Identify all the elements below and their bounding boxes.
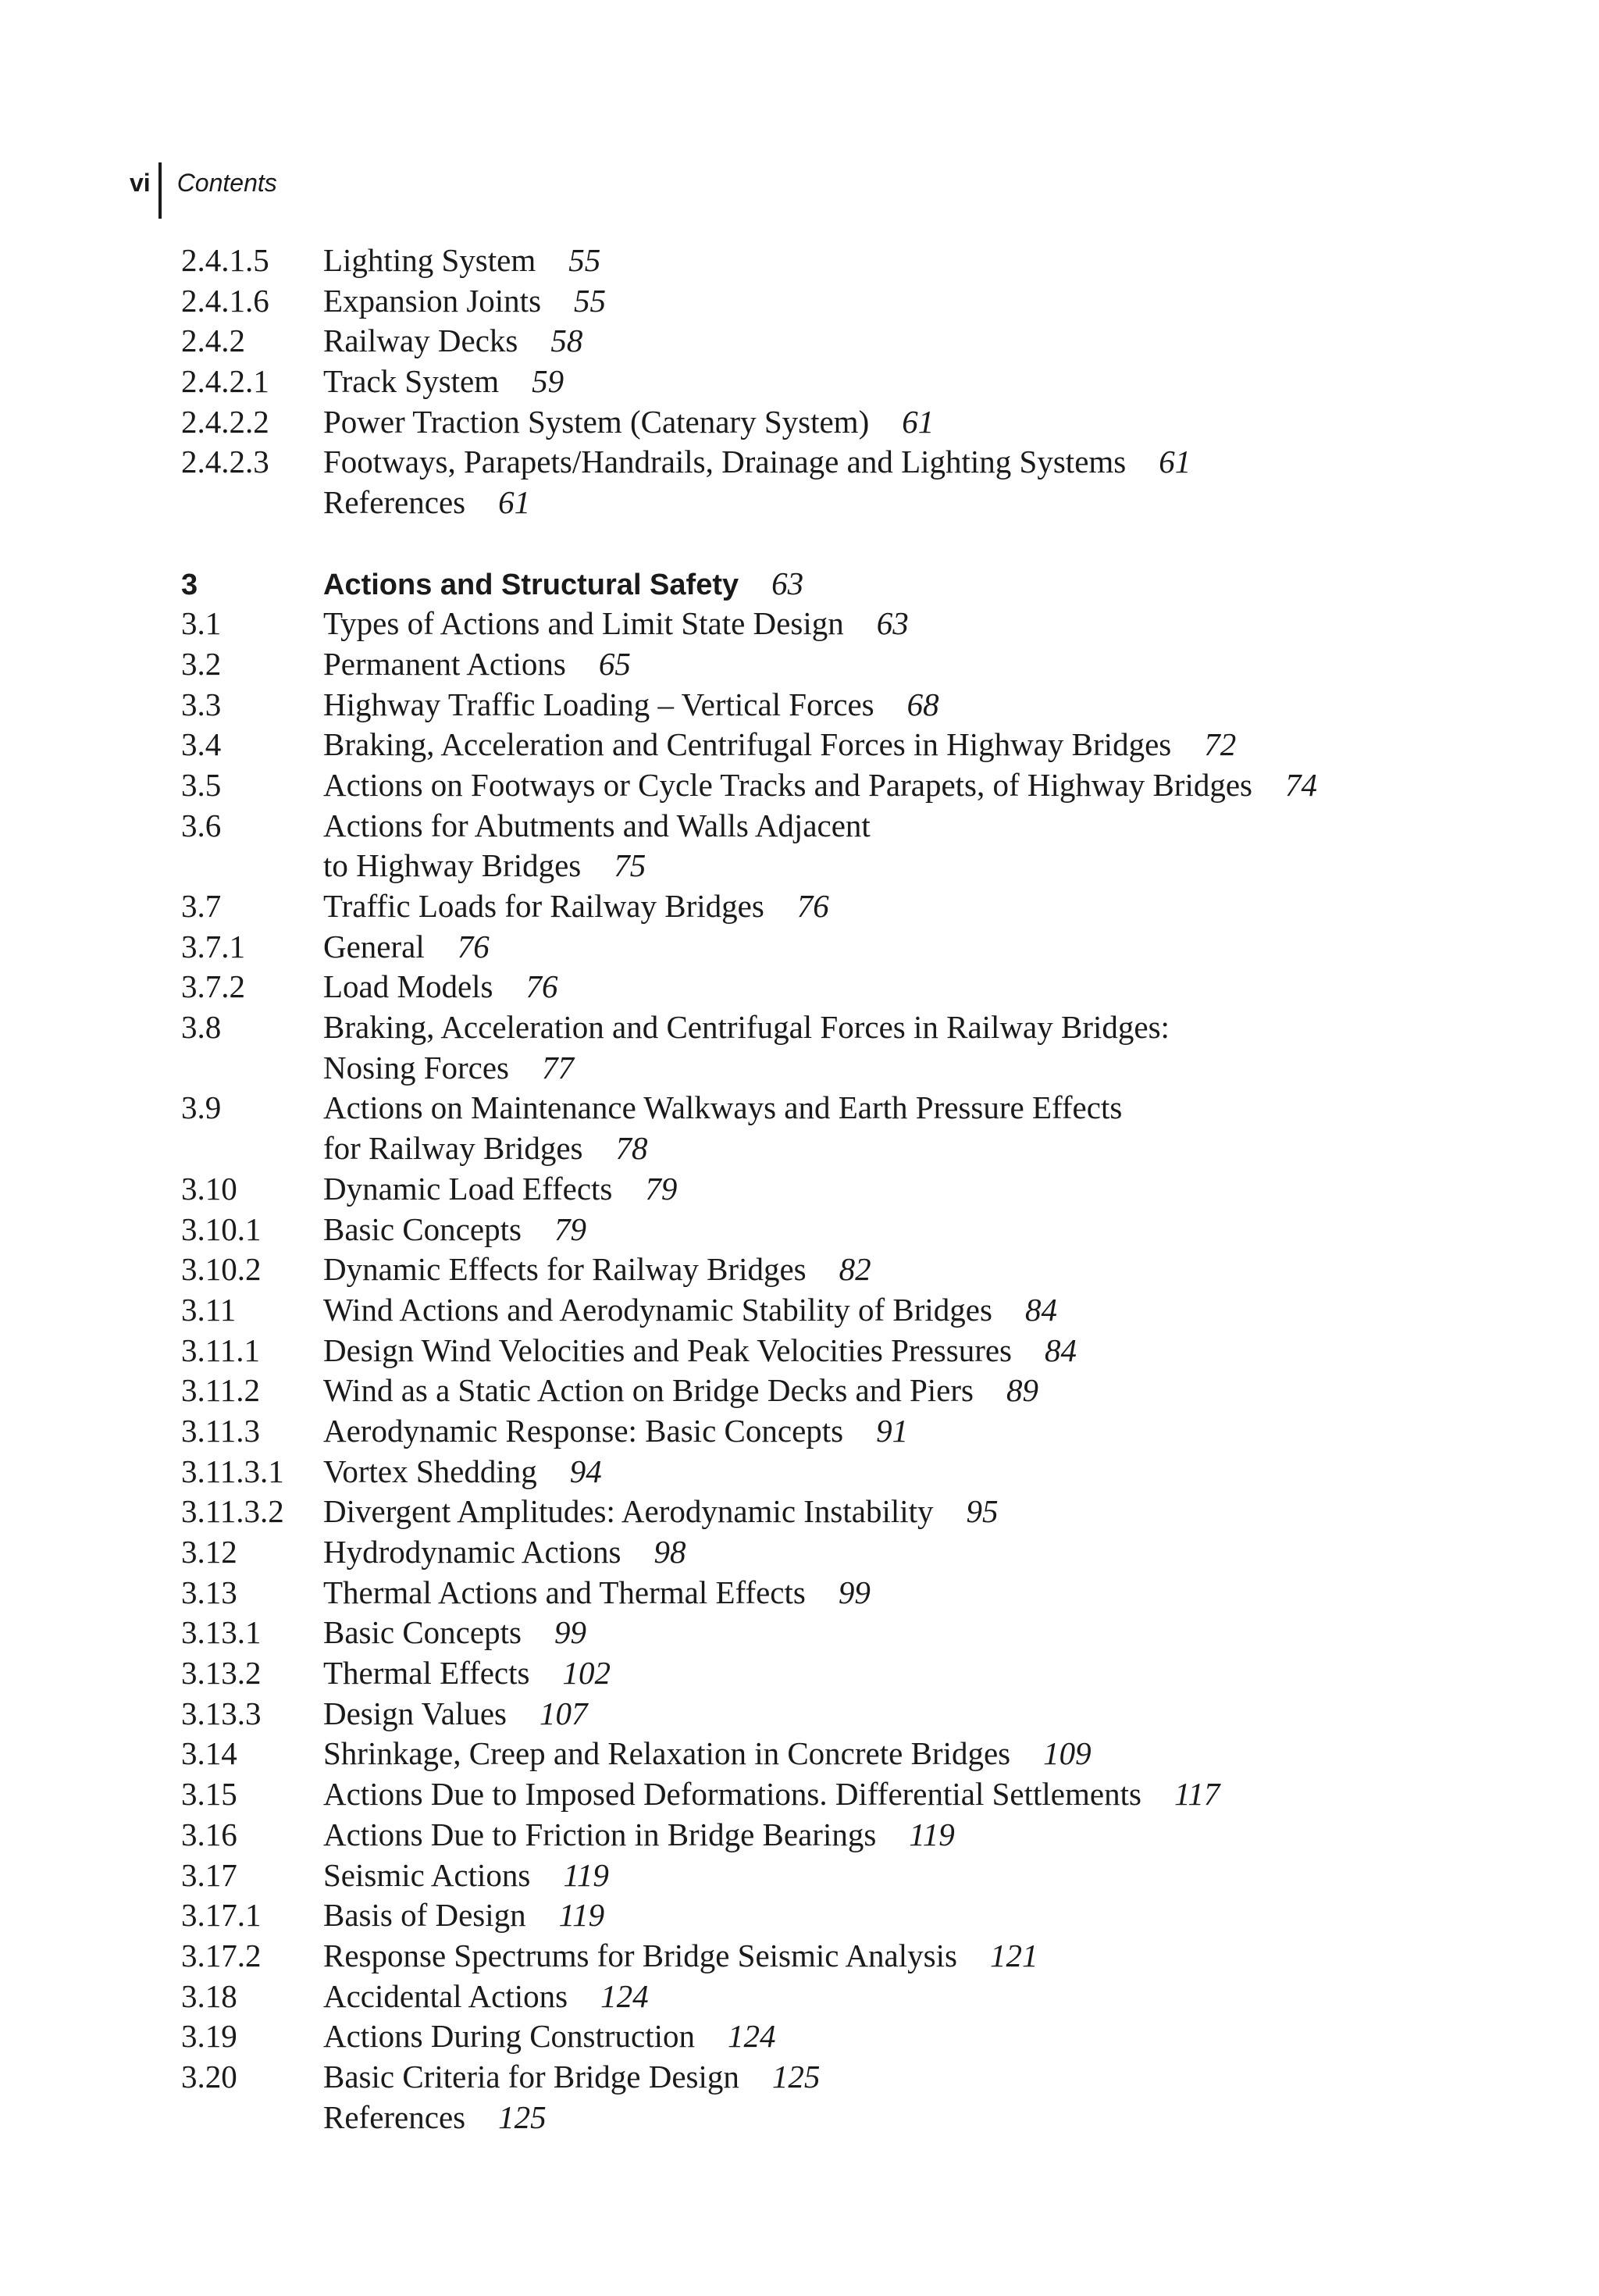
toc-entry-number: 3.7.1 [181, 928, 245, 964]
toc-entry-number: 3.11 [181, 1291, 237, 1328]
toc-entry-page: 61 [902, 403, 935, 440]
toc-entry-number: 3.13.3 [181, 1695, 262, 1731]
toc-chapter-entry[interactable] [181, 564, 1508, 604]
toc-entry-page: 59 [532, 363, 564, 400]
toc-entry[interactable] [181, 1734, 1508, 1774]
toc-entry-title: References [323, 2098, 466, 2135]
toc-entry-title: Actions on Footways or Cycle Tracks and Parapets, of Highway Bridges [323, 766, 1253, 803]
toc-entry[interactable] [181, 1573, 1508, 1613]
toc-entry[interactable] [181, 1532, 1508, 1573]
toc-entry-number: 3.11.3.1 [181, 1453, 284, 1489]
toc-entry-number: 2.4.2.1 [181, 363, 269, 400]
toc-entry-title: Footways, Parapets/Handrails, Drainage and Lighting Systems [323, 444, 1127, 480]
toc-entry-page: 79 [554, 1210, 586, 1247]
toc-entry[interactable] [181, 1128, 1508, 1169]
toc-entry-number: 3.6 [181, 807, 222, 843]
toc-entry-page: 63 [771, 565, 804, 601]
toc-entry-page: 74 [1285, 766, 1318, 803]
toc-entry-page: 76 [796, 888, 829, 924]
toc-entry-number: 3.11.3 [181, 1412, 260, 1449]
toc-entry-title: Actions Due to Friction in Bridge Bearings [323, 1816, 877, 1852]
toc-entry[interactable] [181, 241, 1508, 281]
toc-entry-number: 3.11.3.2 [181, 1493, 284, 1530]
toc-entry-title: Highway Traffic Loading – Vertical Forces [323, 686, 874, 722]
toc-entry-number: 3.1 [181, 605, 222, 642]
toc-entry-number: 3.11.1 [181, 1332, 260, 1368]
toc-entry-page: 72 [1204, 726, 1237, 763]
toc-entry-page: 121 [989, 1937, 1038, 1973]
toc-entry-title: Track System [323, 363, 500, 400]
toc-entry-number: 3.7.2 [181, 968, 245, 1005]
toc-entry[interactable] [181, 1210, 1508, 1250]
toc-entry-title: Seismic Actions [323, 1856, 531, 1893]
section-spacer [181, 523, 1508, 564]
toc-entry-page: 68 [906, 686, 939, 722]
toc-entry-title: Wind as a Static Action on Bridge Decks and Piers [323, 1372, 974, 1409]
toc-entry-title: Expansion Joints [323, 282, 542, 319]
toc-entry[interactable] [181, 2057, 1508, 2098]
toc-entry-number: 3.17.2 [181, 1937, 262, 1973]
running-head [130, 162, 277, 219]
toc-entry-number: 2.4.1.5 [181, 242, 269, 278]
toc-entry-page: 124 [728, 2018, 776, 2055]
toc-entry-title: Hydrodynamic Actions [323, 1534, 621, 1570]
running-head-section: Contents [176, 169, 277, 197]
toc-entry[interactable] [181, 1492, 1508, 1532]
toc-entry-page: 65 [598, 645, 631, 682]
toc-entry-title: General [323, 928, 425, 964]
toc-entry-number: 2.4.2.3 [181, 444, 269, 480]
toc-entry[interactable] [181, 2016, 1508, 2057]
toc-entry-number: 3.10.2 [181, 1251, 262, 1288]
toc-entry[interactable] [181, 886, 1508, 927]
toc-entry-page: 84 [1024, 1291, 1057, 1328]
toc-entry-title: Braking, Acceleration and Centrifugal Forces in Railway Bridges: [323, 1009, 1170, 1046]
toc-entry-number: 3.8 [181, 1009, 222, 1046]
toc-entry-title: Wind Actions and Aerodynamic Stability of Bridges [323, 1291, 992, 1328]
toc-entry-page: 55 [568, 242, 601, 278]
toc-entry-title: Shrinkage, Creep and Relaxation in Concrete Bridges [323, 1735, 1011, 1772]
toc-entry-page: 91 [876, 1412, 909, 1449]
toc-entry-title: Accidental Actions [323, 1977, 568, 2014]
toc-entry[interactable] [181, 442, 1508, 483]
toc-entry-title: Design Values [323, 1695, 507, 1731]
toc-entry-number: 3.12 [181, 1534, 237, 1570]
toc-entry-title: Design Wind Velocities and Peak Velocities Pressures [323, 1332, 1013, 1368]
page-folio: vi [130, 169, 151, 197]
toc-entry-page: 117 [1173, 1776, 1220, 1813]
toc-entry-page: 76 [457, 928, 490, 964]
toc-entry[interactable] [181, 806, 1508, 847]
toc-entry[interactable] [181, 1169, 1508, 1210]
table-of-contents [181, 241, 1508, 2137]
toc-entry[interactable] [181, 1411, 1508, 1452]
toc-entry-title: Basic Concepts [323, 1210, 522, 1247]
toc-entry[interactable] [181, 644, 1508, 685]
toc-entry-title: Dynamic Load Effects [323, 1170, 613, 1207]
toc-entry-number: 3 [181, 568, 198, 601]
toc-entry-page: 63 [876, 605, 909, 642]
toc-entry-title: References [323, 484, 466, 521]
toc-entry-page: 124 [600, 1977, 649, 2014]
toc-entry-title: Actions Due to Imposed Deformations. Differential Settlements [323, 1776, 1141, 1813]
toc-entry-title: to Highway Bridges [323, 847, 582, 884]
toc-entry[interactable] [181, 1895, 1508, 1936]
toc-entry-title: Nosing Forces [323, 1049, 510, 1086]
toc-entry-page: 84 [1045, 1332, 1077, 1368]
toc-entry-title: Basic Criteria for Bridge Design [323, 2058, 739, 2095]
toc-entry-number: 2.4.2.2 [181, 403, 269, 440]
toc-entry-page: 125 [771, 2058, 821, 2095]
toc-entry[interactable] [181, 483, 1508, 523]
toc-entry-page: 107 [539, 1695, 588, 1731]
toc-entry-page: 99 [554, 1614, 586, 1651]
toc-entry-title: Basic Concepts [323, 1614, 522, 1651]
toc-entry-number: 3.3 [181, 686, 222, 722]
toc-entry[interactable] [181, 1653, 1508, 1694]
toc-entry-page: 119 [909, 1816, 955, 1852]
toc-entry-title: Dynamic Effects for Railway Bridges [323, 1251, 807, 1288]
toc-entry-title: Load Models [323, 968, 493, 1005]
toc-entry-page: 61 [1159, 444, 1191, 480]
toc-entry-title: Response Spectrums for Bridge Seismic Analysis [323, 1937, 957, 1973]
toc-entry-number: 3.15 [181, 1776, 237, 1813]
toc-entry-page: 79 [645, 1170, 678, 1207]
toc-entry[interactable] [181, 1774, 1508, 1815]
toc-entry-title: Vortex Shedding [323, 1453, 537, 1489]
toc-entry-title: Railway Decks [323, 323, 518, 359]
toc-entry-page: 94 [569, 1453, 602, 1489]
toc-entry-page: 102 [562, 1655, 611, 1692]
toc-entry-title: Actions on Maintenance Walkways and Earth Pressure Effects [323, 1089, 1123, 1126]
toc-entry-number: 3.14 [181, 1735, 237, 1772]
toc-entry[interactable] [181, 321, 1508, 362]
toc-entry-title: Power Traction System (Catenary System) [323, 403, 870, 440]
toc-entry[interactable] [181, 765, 1508, 806]
toc-entry-page: 98 [653, 1534, 686, 1570]
toc-entry-page: 55 [574, 282, 607, 319]
toc-entry-number: 3.11.2 [181, 1372, 260, 1409]
toc-entry-title: Basis of Design [323, 1897, 526, 1934]
toc-entry-number: 3.9 [181, 1089, 222, 1126]
toc-entry-number: 3.13.1 [181, 1614, 262, 1651]
toc-entry[interactable] [181, 402, 1508, 443]
toc-entry-page: 109 [1043, 1735, 1092, 1772]
toc-entry-number: 2.4.2 [181, 323, 245, 359]
toc-entry-page: 77 [542, 1049, 575, 1086]
toc-entry-page: 82 [839, 1251, 871, 1288]
toc-entry-title: Divergent Amplitudes: Aerodynamic Instability [323, 1493, 934, 1530]
toc-entry-page: 95 [966, 1493, 999, 1530]
toc-entry-title: Thermal Effects [323, 1655, 530, 1692]
toc-entry-number: 2.4.1.6 [181, 282, 269, 319]
toc-entry-page: 58 [550, 323, 583, 359]
toc-entry-page: 99 [838, 1574, 871, 1610]
toc-entry-title: for Railway Bridges [323, 1130, 583, 1167]
toc-entry-number: 3.7 [181, 888, 222, 924]
toc-entry[interactable] [181, 1048, 1508, 1089]
toc-entry-title: Actions During Construction [323, 2018, 696, 2055]
toc-entry-title: Thermal Actions and Thermal Effects [323, 1574, 806, 1610]
toc-entry[interactable] [181, 1331, 1508, 1371]
toc-entry[interactable] [181, 1815, 1508, 1856]
toc-entry-number: 3.13.2 [181, 1655, 262, 1692]
toc-entry[interactable] [181, 1613, 1508, 1653]
toc-entry[interactable] [181, 1250, 1508, 1290]
toc-entry[interactable] [181, 1856, 1508, 1896]
toc-entry-number: 3.4 [181, 726, 222, 763]
toc-entry-number: 3.17 [181, 1856, 237, 1893]
toc-entry-title: Actions for Abutments and Walls Adjacent [323, 807, 871, 843]
toc-entry-page: 61 [498, 484, 531, 521]
toc-entry-title: Lighting System [323, 242, 536, 278]
toc-entry-number: 3.17.1 [181, 1897, 262, 1934]
toc-entry-number: 3.2 [181, 645, 222, 682]
toc-entry-title: Braking, Acceleration and Centrifugal Forces in Highway Bridges [323, 726, 1172, 763]
toc-entry-page: 89 [1006, 1372, 1038, 1409]
toc-entry-page: 78 [615, 1130, 648, 1167]
toc-entry-page: 119 [558, 1897, 605, 1934]
toc-entry-number: 3.18 [181, 1977, 237, 2014]
toc-entry-title: Types of Actions and Limit State Design [323, 605, 844, 642]
toc-entry[interactable] [181, 1371, 1508, 1411]
toc-entry[interactable] [181, 1290, 1508, 1331]
toc-entry[interactable] [181, 725, 1508, 765]
toc-entry[interactable] [181, 1936, 1508, 1977]
toc-entry-page: 125 [498, 2098, 547, 2135]
toc-entry[interactable] [181, 1088, 1508, 1128]
toc-entry-number: 3.13 [181, 1574, 237, 1610]
toc-entry-number: 3.19 [181, 2018, 237, 2055]
toc-entry[interactable] [181, 967, 1508, 1007]
toc-entry[interactable] [181, 846, 1508, 886]
toc-entry[interactable] [181, 685, 1508, 726]
toc-entry-title: Permanent Actions [323, 645, 566, 682]
toc-entry-title: Aerodynamic Response: Basic Concepts [323, 1412, 844, 1449]
toc-entry[interactable] [181, 1452, 1508, 1492]
toc-entry-number: 3.16 [181, 1816, 237, 1852]
toc-entry[interactable] [181, 362, 1508, 402]
toc-entry-number: 3.10 [181, 1170, 237, 1207]
toc-entry[interactable] [181, 2098, 1508, 2138]
toc-entry-number: 3.10.1 [181, 1210, 262, 1247]
toc-entry-number: 3.20 [181, 2058, 237, 2095]
toc-entry-number: 3.5 [181, 766, 222, 803]
toc-entry[interactable] [181, 1007, 1508, 1048]
toc-entry-page: 119 [563, 1856, 609, 1893]
toc-entry-title: Traffic Loads for Railway Bridges [323, 888, 764, 924]
toc-entry-title: Actions and Structural Safety [323, 568, 739, 601]
toc-entry[interactable] [181, 604, 1508, 644]
toc-entry[interactable] [181, 1694, 1508, 1734]
toc-entry[interactable] [181, 281, 1508, 322]
toc-entry[interactable] [181, 927, 1508, 968]
toc-entry-page: 75 [614, 847, 646, 884]
toc-entry-page: 76 [525, 968, 558, 1005]
toc-entry[interactable] [181, 1977, 1508, 2017]
